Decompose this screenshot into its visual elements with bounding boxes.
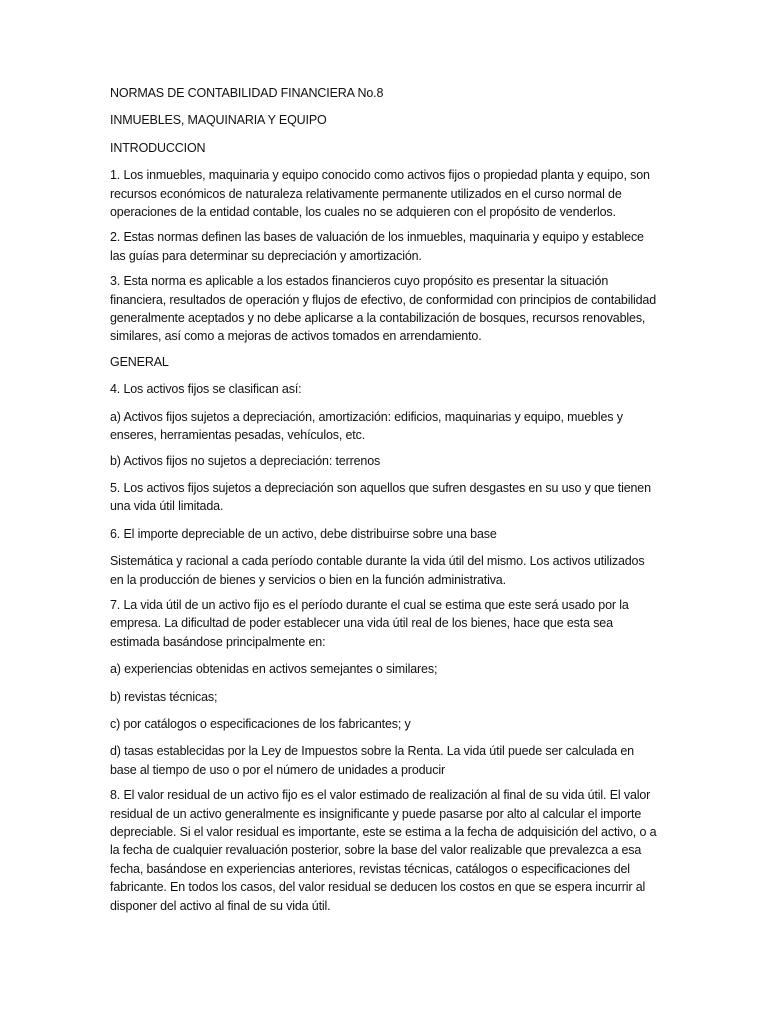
paragraph-4: 4. Los activos fijos se clasifican así: [110,382,302,397]
paragraph-3: 3. Esta norma es aplicable a los estados financieros cuyo propósito es presentar la situación financiera, resultados de operación y flujos de efectivo, de conformidad con principios de contabilidad generalmente aceptados y no debe aplicarse a la contabilización de bosques, recursos renovables, similares, así como a mejoras de activos tomados en arrendamiento. [110,274,657,344]
list-item-7d: d) tasas establecidas por la Ley de Impuestos sobre la Renta. La vida útil puede ser calculada en base al tiempo de uso o por el número de unidades a producir [110,744,634,777]
document-body [110,84,658,922]
paragraph-5: 5. Los activos fijos sujetos a depreciación son aquellos que sufren desgastes en su uso y que tienen una vida útil limitada. [110,480,651,514]
paragraph-4b: b) Activos fijos no sujetos a depreciación: terrenos [110,453,381,468]
list-item-7c: c) por catálogos o especificaciones de los fabricantes; y [110,716,411,731]
document-subtitle: INMUEBLES, MAQUINARIA Y EQUIPO [110,113,327,128]
list-item-7a: a) experiencias obtenidas en activos semejantes o similares; [110,662,438,677]
paragraph-1: 1. Los inmuebles, maquinaria y equipo conocido como activos fijos o propiedad planta y equipo, son recursos económicos de naturaleza relativamente permanente utilizados en el curso normal de operaciones de la entidad contable, los cuales no se adquieren con el propósito de venderlos. [110,168,650,220]
paragraph-7: 7. La vida útil de un activo fijo es el período durante el cual se estima que este será usado por la empresa. La dificultad de poder establecer una vida útil real de los bienes, hace que esta sea estimada basándose principalmente en: [110,597,629,649]
paragraph-6: 6. El importe depreciable de un activo, debe distribuirse sobre una base [110,526,497,541]
list-item-7b: b) revistas técnicas; [110,689,218,704]
section-heading-introduccion: INTRODUCCION [110,140,206,155]
document-title: NORMAS DE CONTABILIDAD FINANCIERA No.8 [110,86,384,100]
paragraph-6-continued: Sistemática y racional a cada período contable durante la vida útil del mismo. Los activos utilizados en la producción de bienes y servicios o bien en la función administrativa. [110,554,645,587]
paragraph-8: 8. El valor residual de un activo fijo es el valor estimado de realización al final de su vida útil. El valor residual de un activo generalmente es insignificante y puede pasarse por alto al calcular el importe depreciable. Si el valor residual es importante, este se estima a la fecha de adquisición del activo, o a la fecha de cualquier revaluación posterior, sobre la base del valor realizable que prevalezca a esa fecha, basándose en experiencias anteriores, revistas técnicas, catálogos o especificaciones del fabricante. En todos los casos, del valor residual se deducen los costos en que se espera incurrir al disponer del activo al final de su vida útil. [110,788,657,913]
paragraph-2: 2. Estas normas definen las bases de valuación de los inmuebles, maquinaria y equipo y establece las guías para determinar su depreciación y amortización. [110,230,644,263]
section-heading-general: GENERAL [110,354,169,369]
paragraph-4a: a) Activos fijos sujetos a depreciación, amortización: edificios, maquinarias y equipo, muebles y enseres, herramientas pesadas, vehículos, etc. [110,409,623,443]
